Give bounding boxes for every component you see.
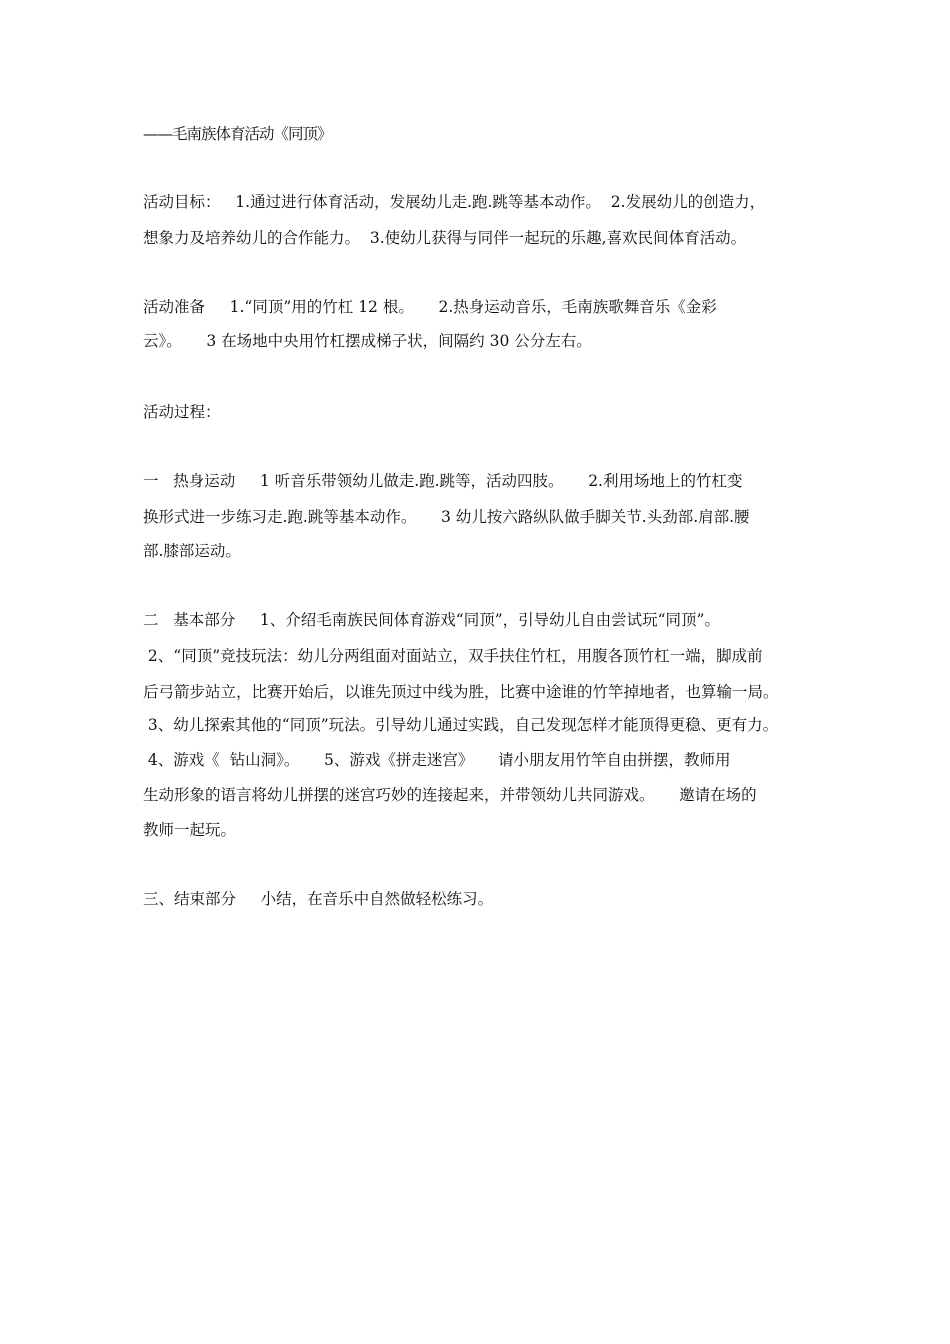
document-subtitle: ——毛南族体育活动《同顶》 bbox=[143, 125, 332, 143]
basic-line-2: 2、“同顶”竞技玩法：幼儿分两组面对面站立，双手扶住竹杠，用腹各顶竹杠一端，脚成前 bbox=[143, 647, 763, 665]
basic-line-5: 4、游戏《 钻山洞》。 5、游戏《拼走迷宫》 请小朋友用竹竿自由拼摆，教师用 bbox=[143, 751, 731, 769]
preparation-line-2: 云》。 3 在场地中央用竹杠摆成梯子状，间隔约 30 公分左右。 bbox=[143, 332, 592, 350]
basic-line-7: 教师一起玩。 bbox=[143, 821, 237, 839]
basic-line-1: 二 基本部分 1、介绍毛南族民间体育游戏“同顶”，引导幼儿自由尝试玩“同顶”。 bbox=[143, 611, 720, 629]
warmup-line-2: 换形式进一步练习走.跑.跳等基本动作。 3 幼儿按六路纵队做手脚关节.头劲部.肩部.腰 bbox=[143, 508, 750, 526]
ending-line: 三、结束部分 小结，在音乐中自然做轻松练习。 bbox=[143, 890, 494, 908]
preparation-line-1: 活动准备 1.“同顶”用的竹杠 12 根。 2.热身运动音乐，毛南族歌舞音乐《金彩 bbox=[143, 298, 717, 316]
warmup-line-3: 部.膝部运动。 bbox=[143, 542, 241, 560]
basic-line-3: 后弓箭步站立，比赛开始后，以谁先顶过中线为胜，比赛中途谁的竹竿掉地者，也算输一局。 bbox=[143, 683, 779, 701]
basic-line-4: 3、幼儿探索其他的“同顶”玩法。引导幼儿通过实践，自己发现怎样才能顶得更稳、更有力。 bbox=[143, 716, 779, 734]
goals-line-2: 想象力及培养幼儿的合作能力。 3.使幼儿获得与同伴一起玩的乐趣,喜欢民间体育活动。 bbox=[143, 229, 747, 247]
goals-line-1: 活动目标： 1.通过进行体育活动，发展幼儿走.跑.跳等基本动作。 2.发展幼儿的创造力， bbox=[143, 193, 766, 211]
process-heading: 活动过程： bbox=[143, 403, 221, 421]
warmup-line-1: 一 热身运动 1 听音乐带领幼儿做走.跑.跳等，活动四肢。 2.利用场地上的竹杠变 bbox=[143, 472, 743, 490]
basic-line-6: 生动形象的语言将幼儿拼摆的迷宫巧妙的连接起来，并带领幼儿共同游戏。 邀请在场的 bbox=[143, 786, 757, 804]
